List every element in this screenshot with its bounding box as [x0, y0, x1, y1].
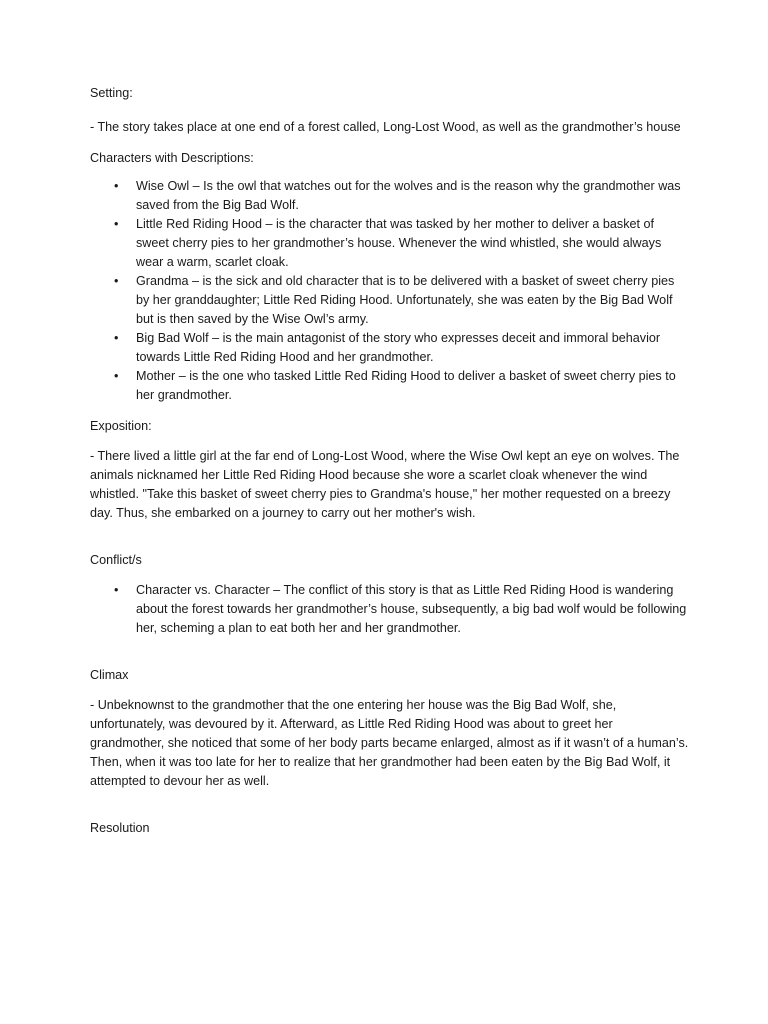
characters-list: [90, 177, 690, 405]
list-item: [90, 581, 690, 638]
conflict-heading: Conflict/s: [90, 553, 142, 567]
character-wise-owl: Wise Owl – Is the owl that watches out for the wolves and is the reason why the grandmother was saved from the Big Bad Wolf.: [136, 179, 681, 212]
list-item: [90, 215, 690, 272]
character-grandma: Grandma – is the sick and old character that is to be delivered with a basket of sweet cherry pies by her granddaughter; Little Red Riding Hood. Unfortunately, she was eaten by the Big Bad Wolf but is then saved by the Wise Owl’s army.: [136, 274, 675, 326]
bullet-icon: •: [114, 217, 119, 231]
characters-heading: Characters with Descriptions:: [90, 151, 254, 165]
character-little-red-riding-hood: Little Red Riding Hood – is the character that was tasked by her mother to deliver a basket of sweet cherry pies to her grandmother’s house. Whenever the wind whistled, she would always wear a warm, scarlet cloak.: [136, 217, 662, 269]
document-page: [90, 84, 690, 848]
conflict-list: [90, 581, 690, 638]
list-item: [90, 329, 690, 367]
list-item: [90, 272, 690, 329]
exposition-heading: Exposition:: [90, 419, 152, 433]
setting-text: - The story takes place at one end of a forest called, Long-Lost Wood, as well as the grandmother’s house: [90, 120, 681, 134]
climax-heading: Climax: [90, 668, 129, 682]
list-item: [90, 177, 690, 215]
bullet-icon: •: [114, 369, 119, 383]
character-big-bad-wolf: Big Bad Wolf – is the main antagonist of the story who expresses deceit and immoral behavior towards Little Red Riding Hood and her grandmother.: [136, 331, 661, 364]
list-item: [90, 367, 690, 405]
setting-heading: Setting:: [90, 86, 133, 100]
bullet-icon: •: [114, 583, 119, 597]
resolution-heading: Resolution: [90, 821, 150, 835]
bullet-icon: •: [114, 331, 119, 345]
character-mother: Mother – is the one who tasked Little Red Riding Hood to deliver a basket of sweet cherry pies to her grandmother.: [136, 369, 676, 402]
conflict-character-vs-character: Character vs. Character – The conflict of this story is that as Little Red Riding Hood is wandering about the forest towards her grandmother’s house, subsequently, a big bad wolf would be following her, scheming a plan to eat both her and her grandmother.: [136, 583, 687, 635]
bullet-icon: •: [114, 179, 119, 193]
climax-text: - Unbeknownst to the grandmother that the one entering her house was the Big Bad Wolf, she, unfortunately, was devoured by it. Afterward, as Little Red Riding Hood was about to greet her grandmother, she noticed that some of her body parts became enlarged, almost as if it wasn’t of a human’s. Then, when it was too late for her to realize that her grandmother had been eaten by the Big Bad Wolf, it attempted to devour her as well.: [90, 698, 689, 788]
bullet-icon: •: [114, 274, 119, 288]
exposition-text: - There lived a little girl at the far end of Long-Lost Wood, where the Wise Owl kept an eye on wolves. The animals nicknamed her Little Red Riding Hood because she wore a scarlet cloak whenever the wind whistled. "Take this basket of sweet cherry pies to Grandma's house," her mother requested on a breezy day. Thus, she embarked on a journey to carry out her mother's wish.: [90, 449, 680, 520]
